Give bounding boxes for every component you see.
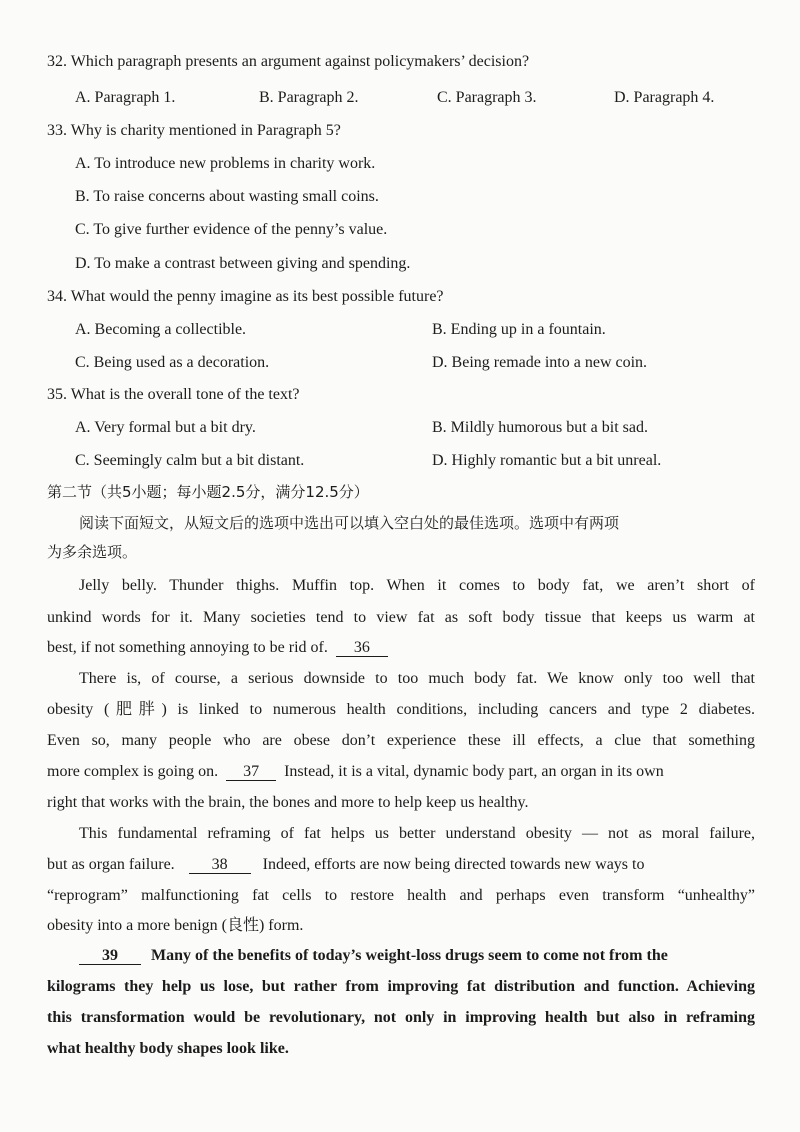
passage-p4-line3: this transformation would be revolutionary, not only in improving health but also in reframing	[47, 1009, 755, 1026]
q33-option-a: A. To introduce new problems in charity work.	[75, 155, 376, 172]
passage-p4-line1-post: Many of the benefits of today’s weight-loss drugs seem to come not from the	[151, 947, 668, 964]
passage-p4-line4: what healthy body shapes look like.	[47, 1040, 289, 1057]
question-35-stem: 35. What is the overall tone of the text?	[47, 386, 300, 403]
q32-option-b: B. Paragraph 2.	[259, 89, 359, 106]
passage-p2-line4-post: Instead, it is a vital, dynamic body part, an organ in its own	[284, 763, 664, 780]
passage-p2-line1: There is, of course, a serious downside to too much body fat. We know only too well that	[79, 670, 755, 687]
passage-p3-line2	[47, 855, 755, 875]
passage-p2-line2: obesity (肥胖) is linked to numerous health conditions, including cancers and type 2 diabetes.	[47, 701, 755, 718]
passage-p2-line4	[47, 762, 755, 782]
passage-p3-line2-pre: but as organ failure.	[47, 856, 175, 873]
q32-option-c: C. Paragraph 3.	[437, 89, 537, 106]
q35-option-c: C. Seemingly calm but a bit distant.	[75, 452, 305, 469]
q35-option-a: A. Very formal but a bit dry.	[75, 419, 256, 436]
passage-p2-line5: right that works with the brain, the bones and more to help keep us healthy.	[47, 794, 529, 811]
passage-p1-line1: Jelly belly. Thunder thighs. Muffin top. When it comes to body fat, we aren’t short of	[79, 577, 755, 594]
passage-p4-line2: kilograms they help us lose, but rather from improving fat distribution and function. Achieving	[47, 978, 755, 995]
passage-p3-line2-post: Indeed, efforts are now being directed towards new ways to	[262, 856, 645, 873]
q33-option-b: B. To raise concerns about wasting small coins.	[75, 188, 379, 205]
passage-p1-line2: unkind words for it. Many societies tend to view fat as soft body tissue that keeps us warm at	[47, 609, 755, 626]
passage-p3-line3: “reprogram” malfunctioning fat cells to restore health and perhaps even transform “unhealthy”	[47, 887, 755, 904]
blank-38[interactable]: 38	[189, 856, 251, 874]
passage-p1-line3-text: best, if not something annoying to be rid of.	[47, 639, 328, 656]
passage-p1-line3	[47, 638, 755, 658]
q33-option-c: C. To give further evidence of the penny’s value.	[75, 221, 388, 238]
q32-option-d: D. Paragraph 4.	[614, 89, 715, 106]
question-34-stem: 34. What would the penny imagine as its best possible future?	[47, 288, 444, 305]
q35-option-b: B. Mildly humorous but a bit sad.	[432, 419, 648, 436]
section-instruction-line1: 阅读下面短文，从短文后的选项中选出可以填入空白处的最佳选项。选项中有两项	[79, 514, 620, 532]
blank-39[interactable]: 39	[79, 947, 141, 965]
q34-option-d: D. Being remade into a new coin.	[432, 354, 648, 371]
q34-option-b: B. Ending up in a fountain.	[432, 321, 606, 338]
q32-option-a: A. Paragraph 1.	[75, 89, 176, 106]
q34-option-c: C. Being used as a decoration.	[75, 354, 270, 371]
passage-p4-line1	[79, 946, 755, 966]
q33-option-d: D. To make a contrast between giving and spending.	[75, 255, 411, 272]
question-32-stem: 32. Which paragraph presents an argument against policymakers’ decision?	[47, 53, 530, 70]
section-heading: 第二节（共5小题；每小题2.5分，满分12.5分）	[47, 483, 369, 501]
passage-p2-line4-pre: more complex is going on.	[47, 763, 219, 780]
question-33-stem: 33. Why is charity mentioned in Paragraph 5?	[47, 122, 341, 139]
blank-36[interactable]: 36	[336, 639, 388, 657]
passage-p2-line3: Even so, many people who are obese don’t experience these ill effects, a clue that something	[47, 732, 755, 749]
q34-option-a: A. Becoming a collectible.	[75, 321, 247, 338]
q35-option-d: D. Highly romantic but a bit unreal.	[432, 452, 662, 469]
blank-37[interactable]: 37	[226, 763, 276, 781]
section-instruction-line2: 为多余选项。	[47, 543, 138, 561]
passage-p3-line1: This fundamental reframing of fat helps us better understand obesity — not as moral failure,	[79, 825, 755, 842]
passage-p3-line4: obesity into a more benign (良性) form.	[47, 917, 304, 934]
